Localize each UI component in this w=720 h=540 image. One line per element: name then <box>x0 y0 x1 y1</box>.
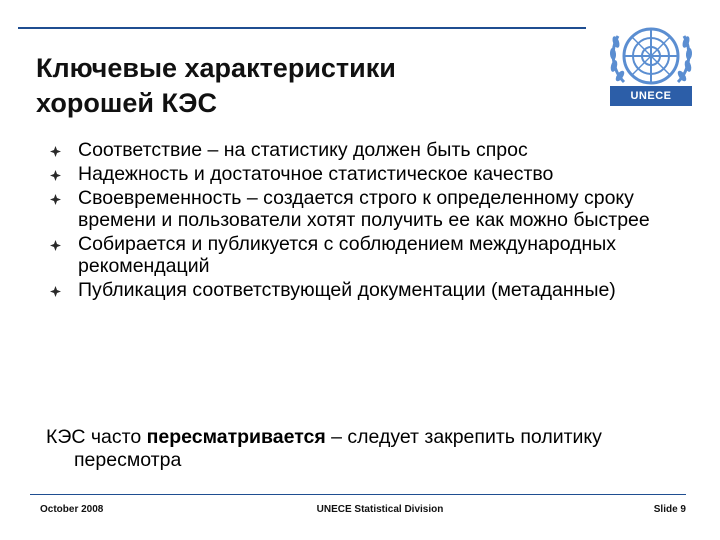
revision-note <box>46 426 694 472</box>
diamond-bullet-icon <box>50 194 61 205</box>
slide-title <box>36 51 576 121</box>
bullet-text: Надежность и достаточное статистическое качество <box>78 163 554 185</box>
diamond-bullet-icon <box>50 146 61 157</box>
footer-organization: UNECE Statistical Division <box>316 504 444 515</box>
bullet-item <box>46 233 656 277</box>
diamond-bullet-icon <box>50 286 61 297</box>
diamond-bullet-icon <box>50 170 61 181</box>
slide-title-line-1: Ключевые характеристики <box>36 53 396 83</box>
bullet-list <box>46 139 656 303</box>
note-suffix: – следует закрепить политику пересмотра <box>74 426 602 471</box>
header-rule <box>18 27 586 29</box>
bullet-text: Своевременность – создается строго к определенному сроку времени и пользователи хотят получить ее как можно быстрее <box>78 187 650 231</box>
footer-rule <box>30 494 686 495</box>
slide-number: Slide 9 <box>653 504 686 515</box>
diamond-bullet-icon <box>50 240 61 251</box>
unece-logo <box>604 12 698 110</box>
bullet-text: Публикация соответствующей документации (метаданные) <box>78 279 616 301</box>
bullet-item <box>46 279 656 301</box>
bullet-text: Собирается и публикуется с соблюдением международных рекомендаций <box>78 233 617 277</box>
note-prefix: КЭС часто <box>46 426 147 448</box>
bullet-item <box>46 139 656 161</box>
logo-text: UNECE <box>630 90 672 102</box>
bullet-text: Соответствие – на статистику должен быть спрос <box>78 139 528 161</box>
footer-date: October 2008 <box>40 504 104 515</box>
bullet-item <box>46 163 656 185</box>
note-emphasis: пересматривается <box>146 426 326 448</box>
bullet-item <box>46 187 656 231</box>
slide-title-line-2: хорошей КЭС <box>36 88 217 118</box>
